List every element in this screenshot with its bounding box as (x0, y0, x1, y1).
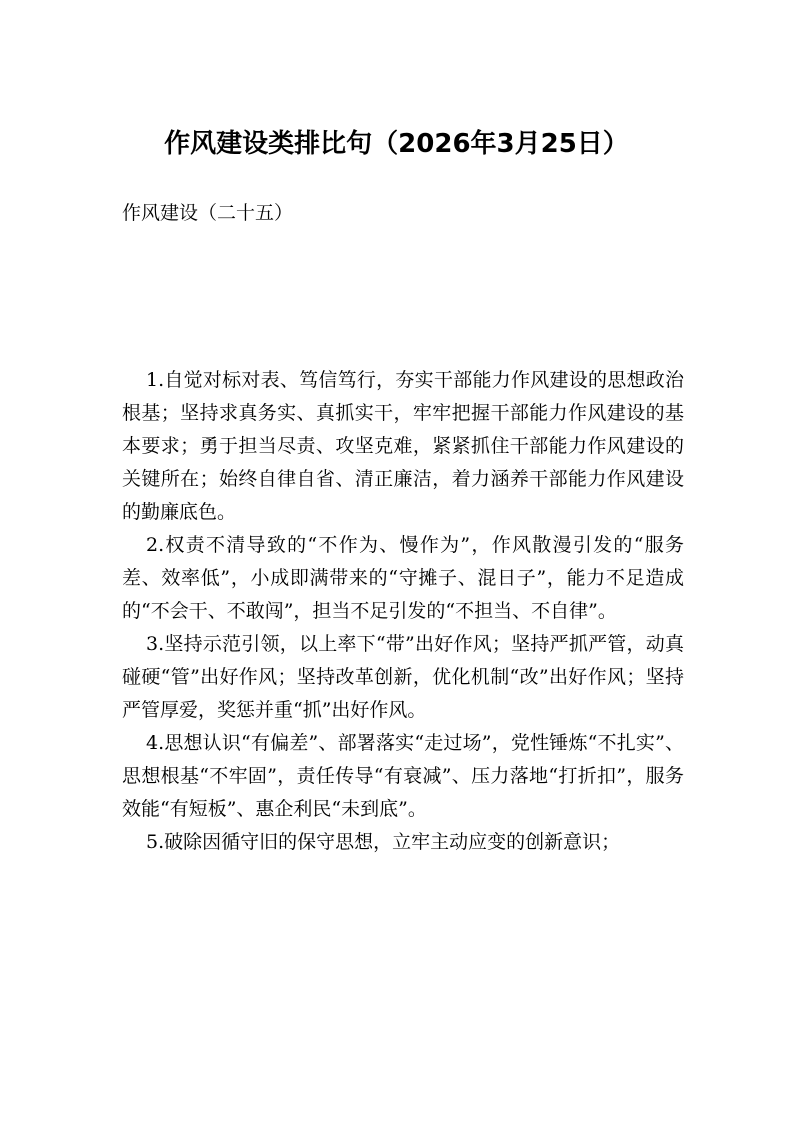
paragraph-2: 2.权责不清导致的“不作为、慢作为”，作风散漫引发的“服务差、效率低”，小成即满带来的“守摊子、混日子”，能力不足造成的“不会干、不敢闯”，担当不足引发的“不担当、不自律”。 (122, 534, 684, 622)
paragraph-3: 3.坚持示范引领，以上率下“带”出好作风；坚持严抓严管，动真碰硬“管”出好作风；坚持改革创新，优化机制“改”出好作风；坚持严管厚爱，奖惩并重“抓”出好作风。 (122, 633, 684, 721)
document-body (122, 364, 684, 859)
paragraph-4: 4.思想认识“有偏差”、部署落实“走过场”，党性锤炼“不扎实”、思想根基“不牢固”，责任传导“有衰减”、压力落地“打折扣”，服务效能“有短板”、惠企利民“未到底”。 (122, 732, 684, 820)
document-title: 作风建设类排比句（2026年3月25日） (164, 129, 629, 159)
paragraph-5: 5.破除因循守旧的保守思想，立牢主动应变的创新意识； (146, 831, 621, 853)
paragraph-1: 1.自觉对标对表、笃信笃行，夯实干部能力作风建设的思想政治根基；坚持求真务实、真抓实干，牢牢把握干部能力作风建设的基本要求；勇于担当尽责、攻坚克难，紧紧抓住干部能力作风建设的关键所在；始终自律自省、清正廉洁，着力涵养干部能力作风建设的勤廉底色。 (122, 369, 684, 523)
document-subtitle: 作风建设（二十五） (122, 202, 294, 224)
